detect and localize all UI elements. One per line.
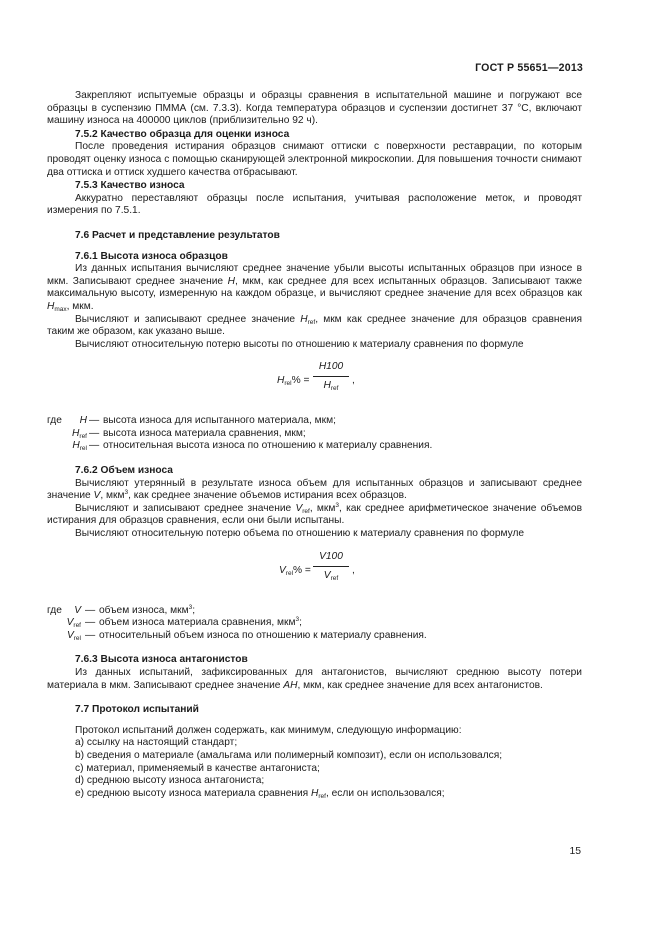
formula-lhs: $H_{rel}\%$ = xyxy=(277,375,310,388)
section-heading-7-6-1: 7.6.1 Высота износа образцов xyxy=(75,250,228,262)
where-item: $V_{rel}$ — относительный объем износа по отношению к материалу сравнения. xyxy=(66,629,427,642)
formula-denominator: $V_{ref}$ xyxy=(323,569,339,582)
formula-height-relative xyxy=(47,361,582,403)
formula-fraction xyxy=(313,551,349,583)
protocol-list xyxy=(47,737,582,800)
paragraph-7-6-2-c: Вычисляют относительную потерю объема по отношению к материалу сравнения по формуле xyxy=(75,528,525,540)
paragraph-7-6-2-a: Вычисляют утерянный в результате износа объем для испытанных образцов и записывают среднее значение V, мкм$^3$, как среднее значение объемов истирания всех образцов. xyxy=(47,477,582,502)
page-number: 15 xyxy=(569,846,581,857)
where-item: где H — высота износа для испытанного материала, мкм; xyxy=(47,415,336,427)
list-item: е) среднюю высоту износа материала сравнения $H_{ref}$, если он использовался; xyxy=(75,787,445,800)
list-item: b) сведения о материале (амальгама или полимерный композит), если он использовался; xyxy=(75,749,503,761)
formula-numerator: H100 xyxy=(318,361,344,373)
where-list-height xyxy=(47,415,582,453)
paragraph-7-6-1-c: Вычисляют относительную потерю высоты по отношению к материалу сравнения по формуле xyxy=(75,338,524,350)
list-item: c) материал, применяемый в качестве антагониста; xyxy=(75,762,320,774)
paragraph-7-6-3: Из данных испытаний, зафиксированных для антагонистов, вычисляют среднюю высоту потери материала в мкм. Записывают среднее значение AH, мкм, как среднее значение для всех антагонистов. xyxy=(47,667,582,691)
formula-comma: , xyxy=(352,564,355,576)
where-list-volume xyxy=(47,605,582,643)
section-heading-7-5-3: 7.5.3 Качество износа xyxy=(75,180,185,192)
section-heading-7-5-2: 7.5.2 Качество образца для оценки износа xyxy=(75,128,290,140)
intro-paragraph: Закрепляют испытуемые образцы и образцы сравнения в испытательной машине и погружают все образцы в суспензию ПММА (см. 7.3.3). Когда температура образцов и суспензии достигнет 37 °С, включают машину износа на 400000 циклов (приблизительно 92 ч). xyxy=(47,90,582,127)
formula-lhs: $V_{rel}\%$ = xyxy=(279,564,311,577)
section-heading-7-6-2: 7.6.2 Объем износа xyxy=(75,465,173,477)
formula-fraction xyxy=(313,361,349,393)
where-item: $H_{ref}$ — высота износа материала сравнения, мкм; xyxy=(72,427,306,440)
fraction-bar xyxy=(313,566,349,567)
list-item: а) ссылку на настоящий стандарт; xyxy=(75,737,238,749)
paragraph-7-6-1-a: Из данных испытания вычисляют среднее значение убыли высоты испытанных образцов при износе в мкм. Записывают среднее значение H, мкм, как среднее для всех испытанных образцов. Записывают также максимальную высоту, измеренную на каждом образце, и вычисляют среднее значение для всех образцов как $H_{max}$, мкм. xyxy=(47,263,582,313)
list-item: d) среднюю высоту износа антагониста; xyxy=(75,775,265,787)
where-item: $V_{ref}$ — объем износа материала сравнения, мкм$^3$; xyxy=(66,616,302,630)
formula-numerator: V100 xyxy=(319,550,343,562)
standard-header: ГОСТ Р 55651—2013 xyxy=(475,62,583,74)
paragraph-7-6-2-b: Вычисляют и записывают среднее значение $V_{ref}$, мкм$^3$, как среднее арифметическое значение объемов истирания для образцов сравнения, если они были испытаны. xyxy=(47,501,582,527)
section-heading-7-7: 7.7 Протокол испытаний xyxy=(75,704,199,716)
fraction-bar xyxy=(313,376,349,377)
section-heading-7-6: 7.6 Расчет и представление результатов xyxy=(75,229,280,241)
page-content xyxy=(47,90,582,800)
formula-denominator: $H_{ref}$ xyxy=(323,380,339,393)
section-heading-7-6-3: 7.6.3 Высота износа антагонистов xyxy=(75,654,248,666)
paragraph-7-7: Протокол испытаний должен содержать, как минимум, следующую информацию: xyxy=(75,724,462,736)
paragraph-7-5-2: После проведения истирания образцов снимают оттиски с поверхности реставрации, по которым проводят оценку износа с помощью сканирующей электронной микроскопии. Для повышения точности снимают два оттиска и оттиск худшего качества отбрасывают. xyxy=(47,141,582,178)
where-item: где V — объем износа, мкм$^3$; xyxy=(47,603,196,616)
formula-volume-relative xyxy=(47,551,582,593)
where-item: $H_{rel}$ — относительная высота износа по отношению к материалу сравнения. xyxy=(72,440,433,453)
formula-comma: , xyxy=(352,375,355,387)
paragraph-7-5-3: Аккуратно переставляют образцы после испытания, учитывая расположение меток, и проводят измерения по 7.5.1. xyxy=(47,192,582,217)
paragraph-7-6-1-b: Вычисляют и записывают среднее значение $H_{ref}$, мкм как среднее значение для образцов сравнения таким же образом, как указано выше. xyxy=(47,313,583,338)
